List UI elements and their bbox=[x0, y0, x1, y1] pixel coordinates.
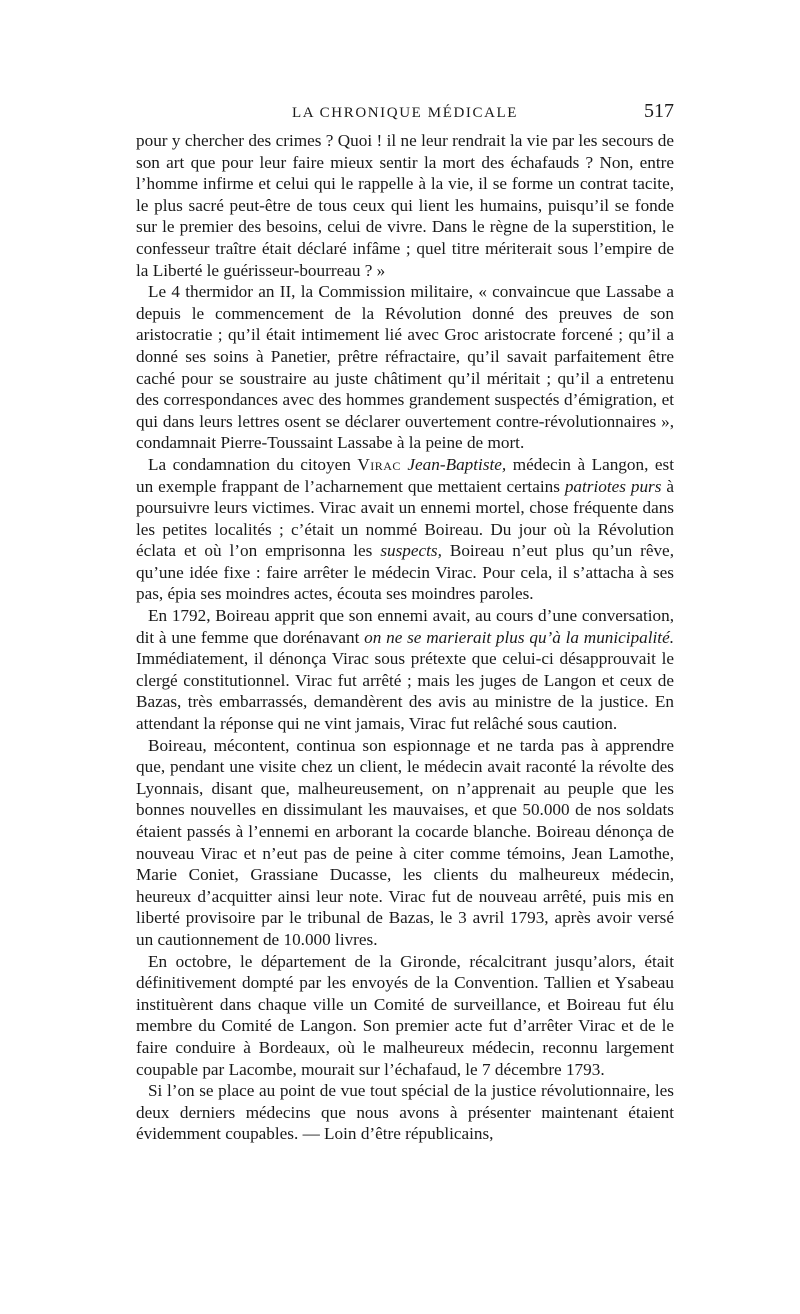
text-run: La condamnation du citoyen bbox=[148, 454, 358, 474]
text-run: Boireau, mécontent, continua son espionnage et ne tarda pas à apprendre que, pendant une visite chez un client, le médecin avait raconté la révolte des Lyonnais, disant que, malheureusement, on n’apprenait au peuple que les bonnes nouvelles en dissimulant les mauvaises, et que 50.000 de nos soldats étaient passés à l’ennemi en arborant la cocarde blanche. Boireau dénonça de nouveau Virac et n’eut pas de peine à citer comme témoins, Jean Lamothe, Marie Coniet, Grassiane Ducasse, les clients du malheureux médecin, heureux d’acquitter ainsi leur note. Virac fut de nouveau arrêté, puis mis en liberté provisoire par le tribunal de Bazas, le 3 avril 1793, après avoir versé un cautionnement de 10.000 livres. bbox=[136, 735, 674, 949]
running-head bbox=[136, 101, 674, 125]
running-title: LA CHRONIQUE MÉDICALE bbox=[291, 105, 519, 121]
paragraph bbox=[136, 605, 674, 735]
text-run: Si l’on se place au point de vue tout spécial de la justice révolutionnaire, les deux derniers médecins que nous avons à présenter maintenant étaient évidemment coupables. — Loin d’être républicains, bbox=[136, 1081, 674, 1144]
text-run: Le 4 thermidor an II, la Commission militaire, « convaincue que Lassabe a depuis le commencement de la Révolution donné des preuves de son aristocratie ; qu’il était intimement lié avec Groc aristocrate forcené ; qu’il a donné ses soins à Panetier, prêtre réfractaire, qu’il savait parfaitement être caché pour se soustraire au juste châtiment qu’il méritait ; qu’il a entretenu des correspondances avec des hommes grandement suspectés d’émigration, et qui dans leurs lettres osent se déclarer ouvertement contre-révolutionnaires », condamnait Pierre-Toussaint Lassabe à la peine de mort. bbox=[136, 282, 674, 453]
italic-text: Jean-Baptiste, bbox=[407, 454, 507, 474]
text-run: En 1792, Boireau apprit que son ennemi avait, au cours d’une conversation, dit à une femme que dorénavant bbox=[136, 606, 674, 647]
text-run: à poursuivre leurs victimes. Virac avait un ennemi mortel, chose fréquente dans les petites localités ; c’était un nommé Boireau. Du jour où la Révolution éclata et où l’on emprisonna les bbox=[136, 476, 674, 561]
paragraph bbox=[136, 1080, 674, 1145]
paragraph bbox=[136, 130, 674, 281]
smallcaps-text: Virac bbox=[357, 454, 401, 474]
italic-text: patriotes purs bbox=[564, 476, 662, 496]
text-run: Immédiatement, il dénonça Virac sous prétexte que celui-ci désapprouvait le clergé constitutionnel. Virac fut arrêté ; mais les juges de Langon et ceux de Bazas, très embarrassés, demandèrent des avis au ministre de la justice. En attendant la réponse qui ne vint jamais, Virac fut relâché sous caution. bbox=[136, 649, 674, 734]
page-number: 517 bbox=[644, 100, 674, 122]
italic-text: on ne se marierait plus qu’à la municipalité. bbox=[364, 627, 675, 647]
paragraph bbox=[136, 454, 674, 605]
italic-text: suspects, bbox=[380, 541, 442, 561]
paragraph bbox=[136, 281, 674, 454]
text-run: médecin à Langon, est un exemple frappant de l’acharnement que mettaient certains bbox=[136, 454, 674, 496]
body-text bbox=[136, 130, 674, 1145]
text-run: En octobre, le département de la Gironde, récalcitrant jusqu’alors, était définitivement dompté par les envoyés de la Convention. Tallien et Ysabeau instituèrent dans chaque ville un Comité de surveillance, et Boireau fut élu membre du Comité de Langon. Son premier acte fut d’arrêter Virac et de le faire conduire à Bordeaux, où le malheureux médecin, reconnu largement coupable par Lacombe, mourait sur l’échafaud, le 7 décembre 1793. bbox=[136, 951, 674, 1079]
paragraph bbox=[136, 951, 674, 1081]
text-run: pour y chercher des crimes ? Quoi ! il ne leur rendrait la vie par les secours de son art que pour leur faire mieux sentir la mort des échafauds ? Non, entre l’homme infirme et celui qui le rappelle à la vie, il se forme un contrat tacite, le plus sacré peut-être de tous ceux qui lient les humains, puisqu’il se fonde sur le premier des besoins, celui de vivre. Dans le règne de la superstition, le confesseur traître était déclaré infâme ; quel titre mériterait sous l’empire de la Liberté le guérisseur-bourreau ? » bbox=[136, 131, 674, 280]
paragraph bbox=[136, 735, 674, 951]
text-run: Boireau n’eut plus qu’un rêve, qu’une idée fixe : faire arrêter le médecin Virac. Pour cela, il s’attacha à ses pas, épia ses moindres actes, écouta ses moindres paroles. bbox=[136, 541, 674, 604]
